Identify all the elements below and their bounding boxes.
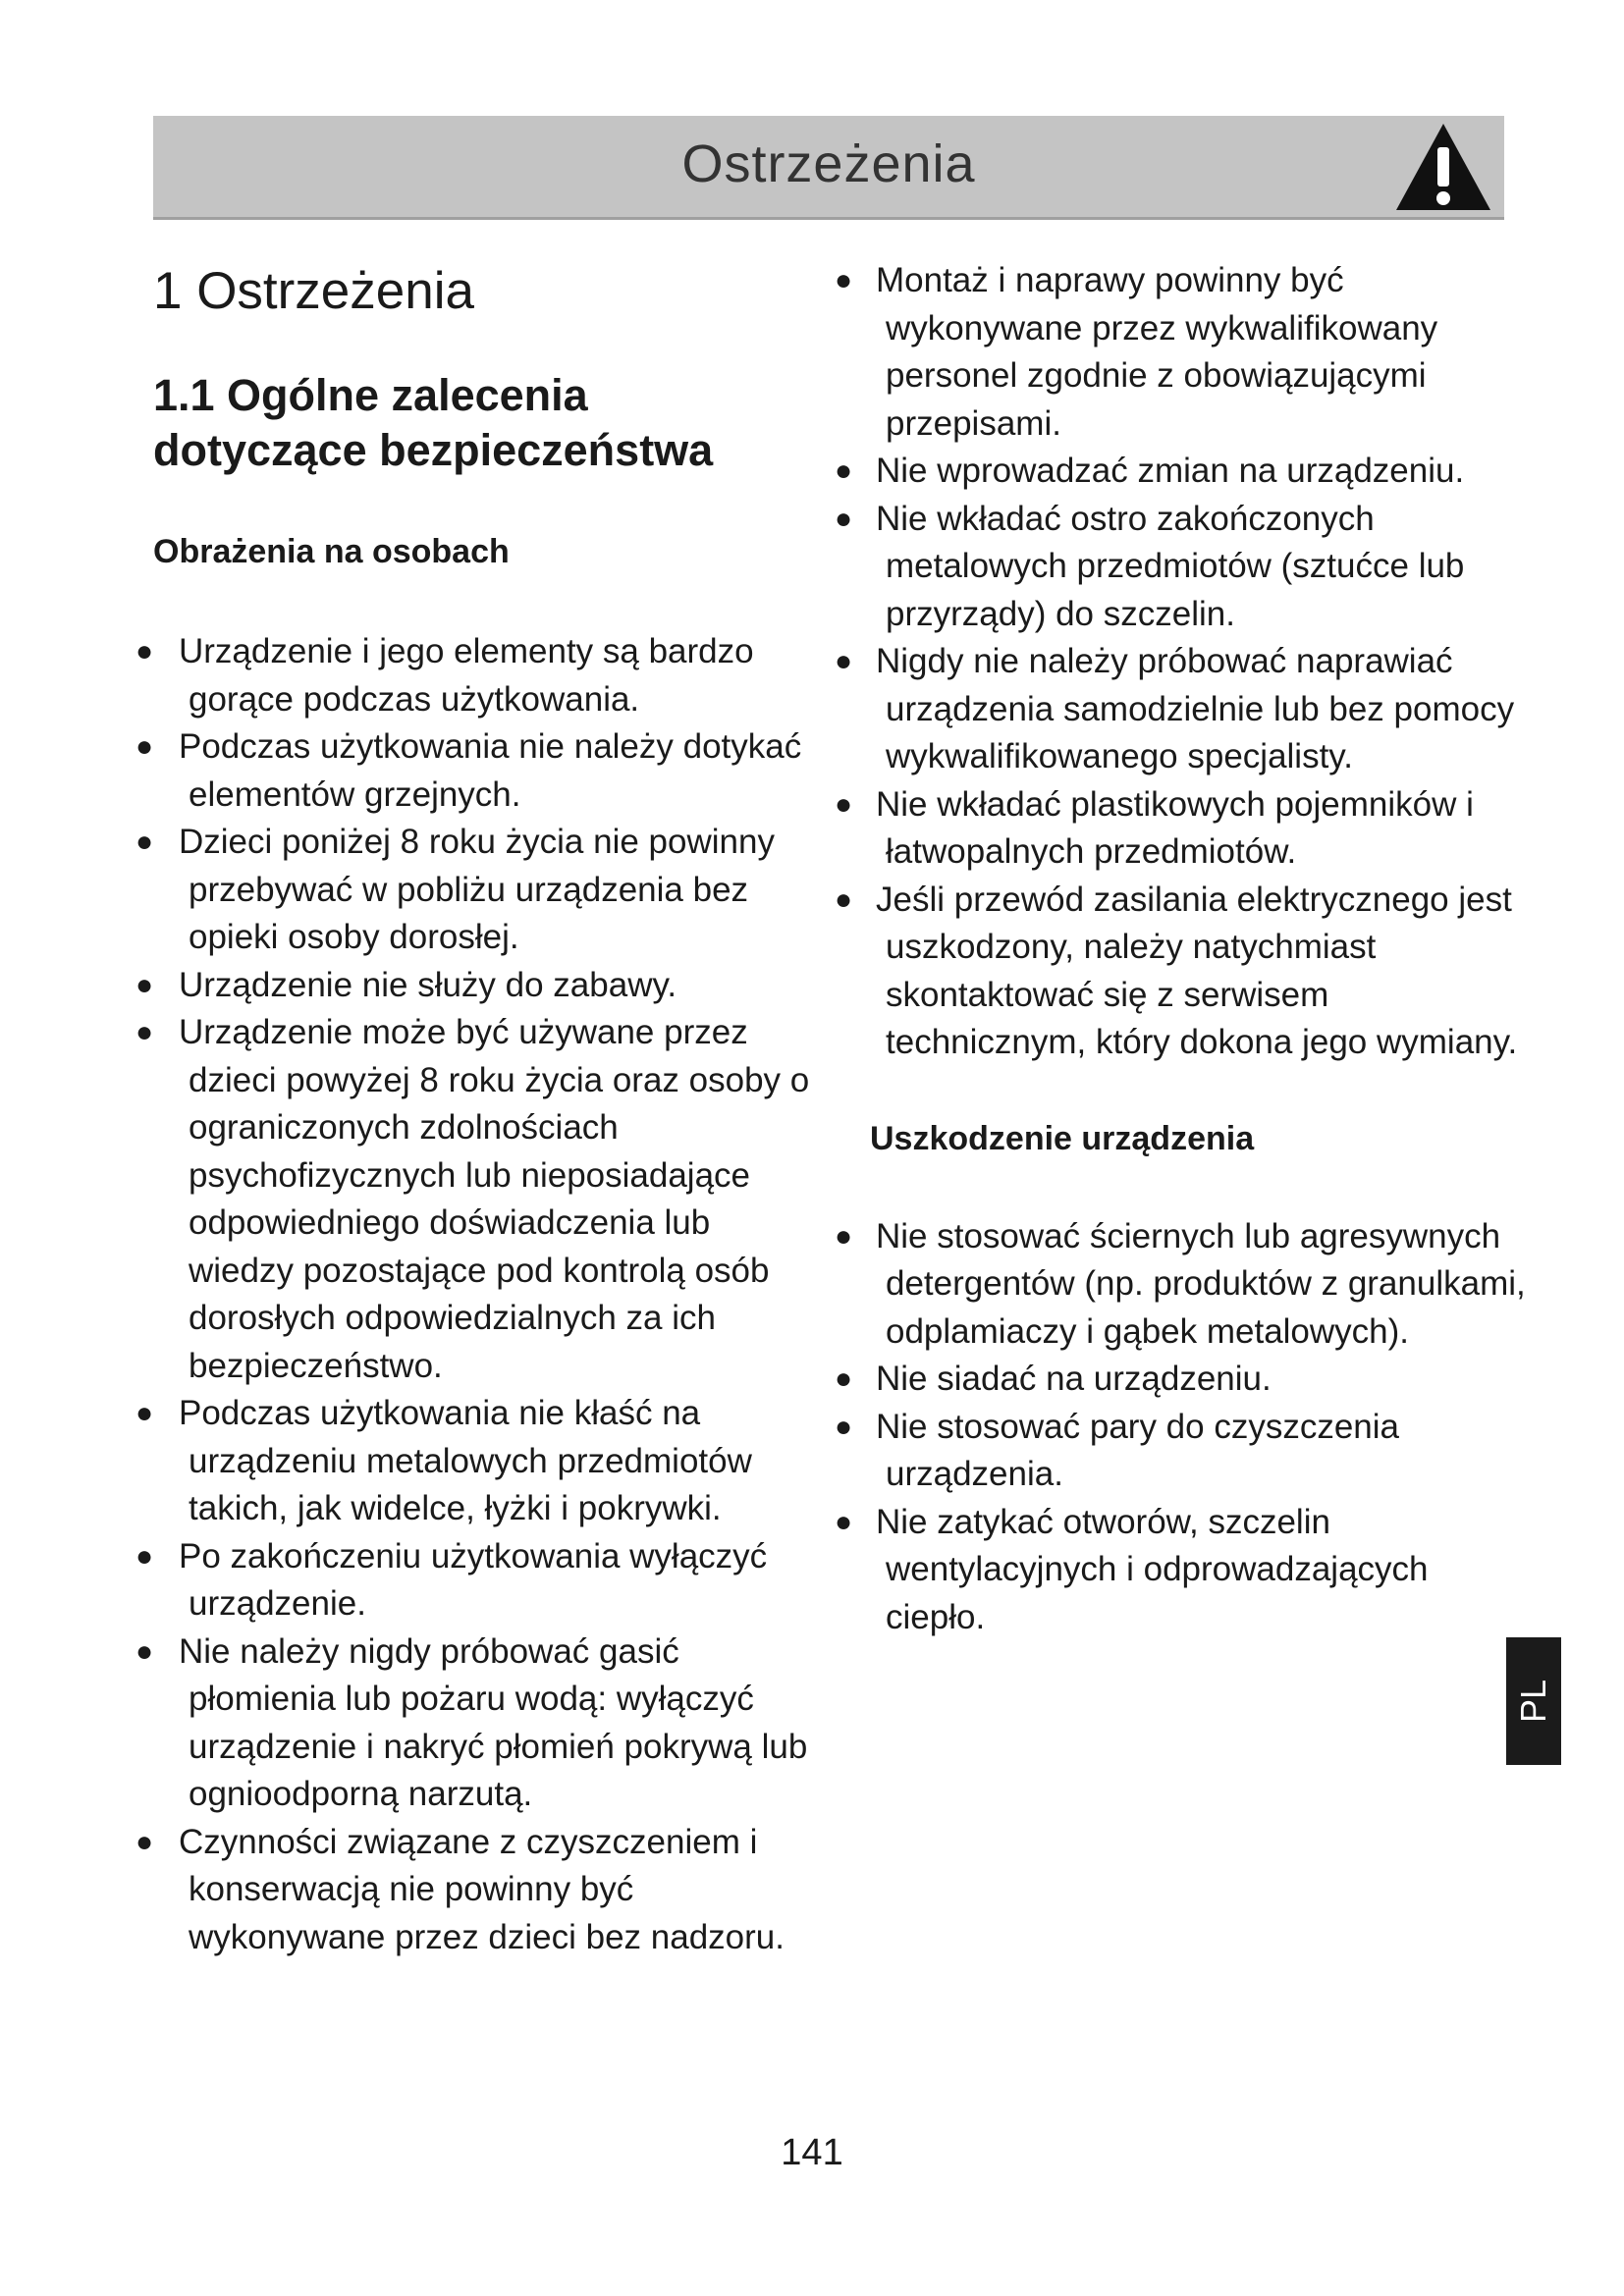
list-item: ● Nie zatykać otworów, szczelin wentylacyjnych i odprowadzających ciepło. — [827, 1499, 1534, 1642]
header-title: Ostrzeżenia — [681, 134, 976, 193]
list-item: ● Nie wkładać plastikowych pojemników i łatwopalnych przedmiotów. — [827, 781, 1534, 877]
bullet-icon: ● — [835, 264, 853, 296]
list-item: ● Podczas użytkowania nie kłaść na urządzeniu metalowych przedmiotów takich, jak widelce, łyżki i pokrywki. — [128, 1390, 815, 1533]
bullet-icon: ● — [135, 1634, 154, 1668]
list-item: ● Po zakończeniu użytkowania wyłączyć urządzenie. — [128, 1533, 815, 1629]
list-item: ● Urządzenie nie służy do zabawy. — [128, 962, 815, 1010]
bullet-icon: ● — [835, 787, 853, 821]
bullet-icon: ● — [135, 1825, 154, 1858]
list-item: ● Jeśli przewód zasilania elektrycznego jest uszkodzony, należy natychmiast skontaktować się z serwisem technicznym, który dokona jego wymiany. — [827, 877, 1534, 1067]
bullet-icon: ● — [135, 1397, 154, 1429]
bullet-icon: ● — [135, 1016, 154, 1048]
list-item: ● Nie wkładać ostro zakończonych metalowych przedmiotów (sztućce lub przyrządy) do szczelin. — [827, 496, 1534, 639]
language-tab — [1506, 1637, 1561, 1765]
bullet-icon: ● — [835, 1505, 853, 1538]
page-number: 141 — [781, 2132, 843, 2173]
right-column — [827, 253, 1534, 1641]
list-item: ● Nie stosować pary do czyszczenia urządzenia. — [827, 1404, 1534, 1499]
list-item: ● Nie wprowadzać zmian na urządzeniu. — [827, 448, 1534, 496]
personal-injury-list — [128, 628, 815, 1961]
bullet-icon: ● — [835, 502, 853, 535]
language-tab-label: PL — [1513, 1679, 1553, 1724]
list-item: ● Dzieci poniżej 8 roku życia nie powinny przebywać w pobliżu urządzenia bez opieki osoby dorosłej. — [128, 819, 815, 962]
list-item: ● Czynności związane z czyszczeniem i konserwacją nie powinny być wykonywane przez dzieci bez nadzoru. — [128, 1819, 815, 1962]
list-item: ● Nie siadać na urządzeniu. — [827, 1356, 1534, 1404]
bullet-icon: ● — [135, 730, 154, 763]
section-title: 1 Ostrzeżenia — [153, 262, 474, 320]
section-subtitle — [153, 368, 815, 478]
bullet-icon: ● — [135, 968, 154, 1001]
bullet-icon: ● — [835, 454, 853, 487]
left-column — [128, 253, 815, 1961]
list-item: ● Nie stosować ściernych lub agresywnych detergentów (np. produktów z granulkami, odplamiaczy i gąbek metalowych). — [827, 1213, 1534, 1357]
list-item: ● Urządzenie i jego elementy są bardzo gorące podczas użytkowania. — [128, 628, 815, 723]
list-item: ● Podczas użytkowania nie należy dotykać elementów grzejnych. — [128, 723, 815, 819]
list-item: ● Nie należy nigdy próbować gasić płomienia lub pożaru wodą: wyłączyć urządzenie i nakryć płomień pokrywą lub ognioodporną narzutą. — [128, 1629, 815, 1819]
warning-triangle-icon — [1392, 120, 1494, 214]
device-damage-list — [827, 1213, 1534, 1642]
bullet-icon: ● — [835, 882, 853, 916]
device-damage-heading: Uszkodzenie urządzenia — [870, 1119, 1255, 1157]
list-item: ● Montaż i naprawy powinny być wykonywane przez wykwalifikowany personel zgodnie z obowiązującymi przepisami. — [827, 257, 1534, 448]
subtitle-line-2: dotyczące bezpieczeństwa — [153, 425, 714, 475]
list-item: ● Nigdy nie należy próbować naprawiać urządzenia samodzielnie lub bez pomocy wykwalifikowanego specjalisty. — [827, 638, 1534, 781]
subtitle-line-1: 1.1 Ogólne zalecenia — [153, 370, 588, 420]
bullet-icon: ● — [835, 1410, 853, 1443]
bullet-icon: ● — [835, 1219, 853, 1253]
header-bar — [153, 116, 1504, 220]
list-item: ● Urządzenie może być używane przez dzieci powyżej 8 roku życia oraz osoby o ograniczonych zdolnościach psychofizycznych lub nieposiadające odpowiedniego doświadczenia lub wiedzy pozostające pod kontrolą osób dorosłych odpowiedzialnych za ich bezpieczeństwo. — [128, 1009, 815, 1390]
bullet-icon: ● — [135, 1539, 154, 1573]
bullet-icon: ● — [135, 635, 154, 667]
personal-injury-heading: Obrażenia na osobach — [153, 533, 510, 570]
bullet-icon: ● — [835, 645, 853, 677]
bullet-icon: ● — [135, 826, 154, 858]
bullet-icon: ● — [835, 1362, 853, 1395]
general-warnings-list — [827, 257, 1534, 1067]
